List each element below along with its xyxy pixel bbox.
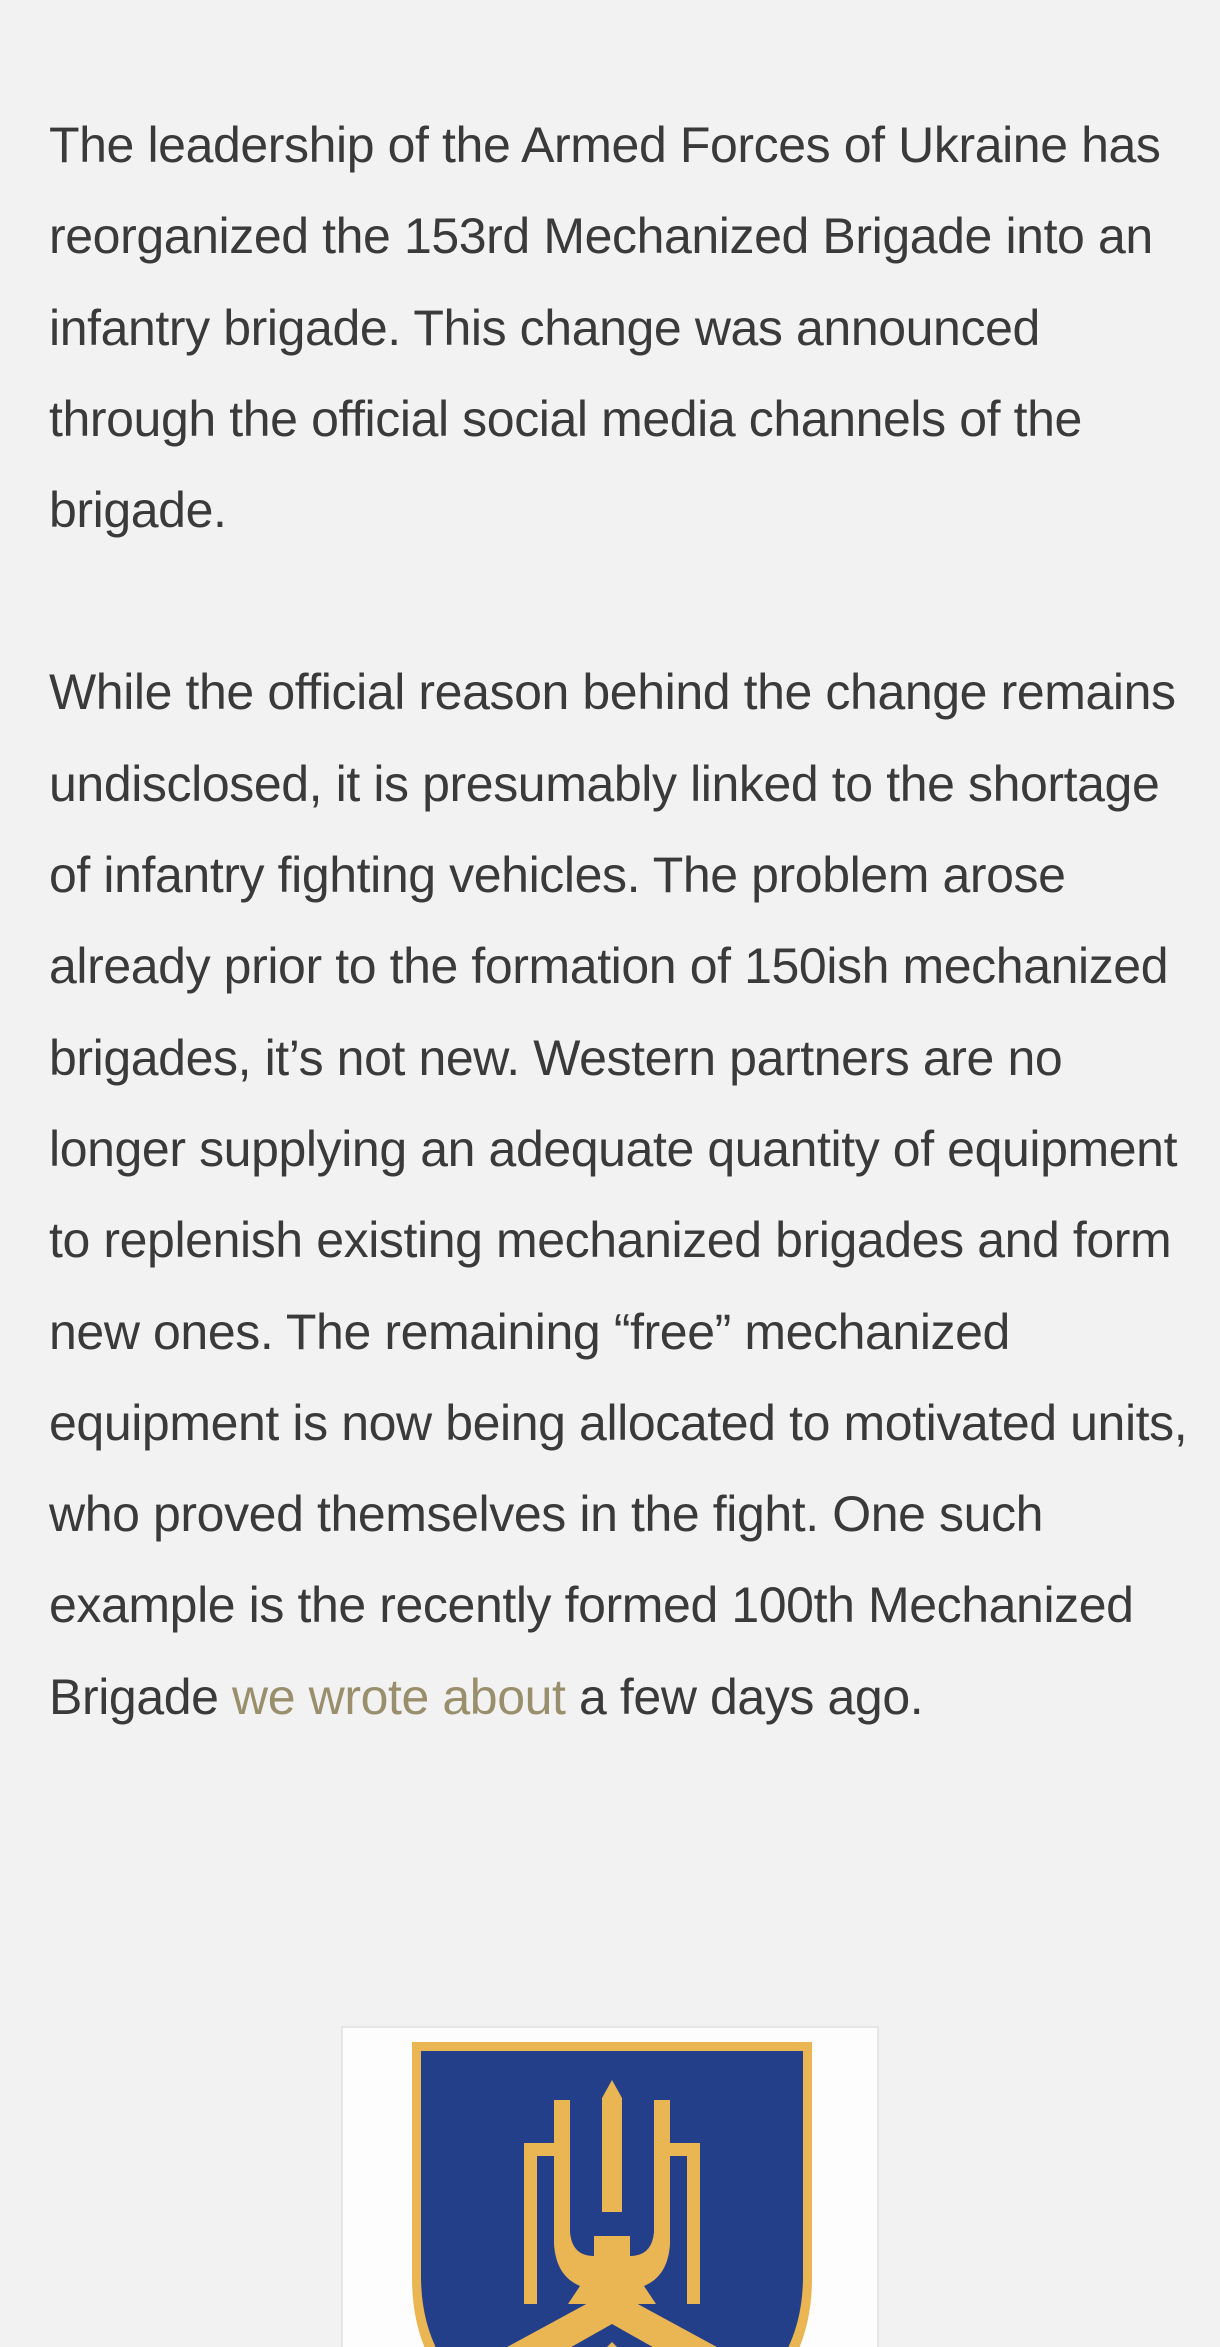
paragraph-reason [49,647,1189,1743]
paragraph-text: While the official reason behind the change remains undisclosed, it is presumably linked to the shortage of infantry fighting vehicles. The problem arose already prior to the formation of 150ish mechanized brigades, it’s not new. Western partners are no longer supplying an adequate quantity of equipment to replenish existing mechanized brigades and form new ones. The remaining “free” mechanized equipment is now being allocated to motivated units, who proved themselves in the fight. One such example is the recently formed 100th Mechanized Brigade [49,664,1188,1725]
article-image-frame [341,2026,879,2347]
trident-center-prong [602,2080,622,2212]
paragraph-reorganization [49,100,1189,556]
article-body [49,100,1189,1743]
we-wrote-about-link[interactable]: we wrote about [232,1668,566,1725]
paragraph-text: a few days ago. [565,1668,924,1725]
brigade-emblem-image [412,2042,812,2347]
paragraph-text: The leadership of the Armed Forces of Ukraine has reorganized the 153rd Mechanized Brigade into an infantry brigade. This change was announced through the official social media channels of the brigade. [49,117,1161,539]
